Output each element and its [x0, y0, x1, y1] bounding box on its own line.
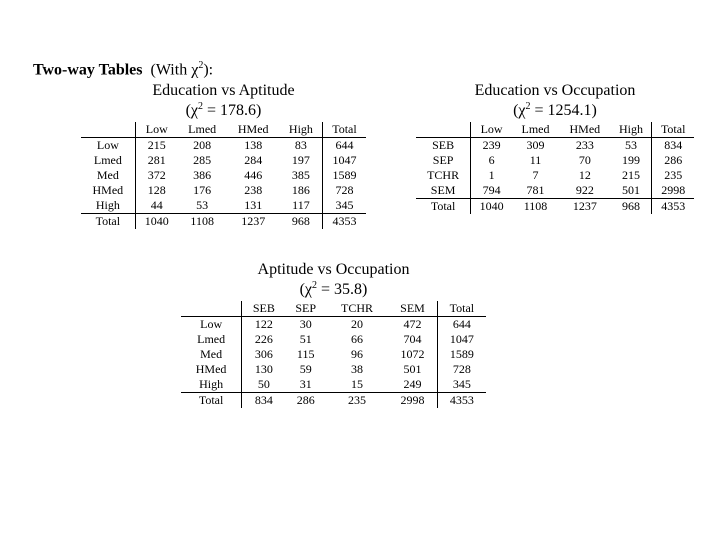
- table-cell: 186: [291, 183, 310, 197]
- row-label: TCHR: [416, 168, 471, 183]
- row-label: Low: [181, 317, 242, 333]
- row-label: HMed: [81, 183, 135, 198]
- table-row: [81, 138, 366, 154]
- table-cell: 4353: [652, 199, 694, 215]
- table-cell: 345: [437, 377, 486, 393]
- table-cell: 96: [351, 347, 364, 361]
- table-row: [181, 332, 486, 347]
- table-row: [181, 362, 486, 377]
- table-cell: 386: [193, 168, 212, 182]
- table-row: [416, 183, 694, 199]
- table-cell: 235: [652, 168, 694, 183]
- table-aptitude-vs-occupation: [181, 260, 486, 408]
- table-education-vs-occupation: [416, 81, 694, 214]
- table-cell: 53: [196, 198, 209, 212]
- table-cell: 834: [652, 138, 694, 154]
- contingency-table: [416, 122, 694, 214]
- table-row: [81, 183, 366, 198]
- table-cell: 968: [611, 199, 652, 215]
- table-cell: 472: [403, 317, 422, 331]
- table-cell: 834: [242, 393, 286, 409]
- table-cell: 138: [244, 138, 263, 152]
- table-cell: 1040: [471, 199, 512, 215]
- total-row: [416, 199, 694, 215]
- table-cell: 208: [193, 138, 212, 152]
- contingency-table: [181, 301, 486, 408]
- table-title: Education vs Occupation: [474, 82, 636, 99]
- table-cell: 372: [147, 168, 166, 182]
- table-cell: 197: [291, 153, 310, 167]
- table-cell: 6: [488, 153, 495, 167]
- table-cell: 31: [299, 377, 312, 391]
- chi-square-stat: $(\chi^2 = 1254.1)$: [513, 101, 597, 119]
- column-header: Low: [135, 122, 178, 138]
- table-cell: 239: [482, 138, 501, 152]
- table-cell: 1108: [178, 214, 227, 230]
- table-title: Aptitude vs Occupation: [257, 261, 410, 278]
- row-label: Med: [81, 168, 135, 183]
- column-header: SEP: [286, 301, 326, 317]
- column-header: Low: [471, 122, 512, 138]
- table-cell: 286: [286, 393, 326, 409]
- table-cell: 644: [437, 317, 486, 333]
- row-label: SEM: [416, 183, 471, 199]
- row-label: Lmed: [81, 153, 135, 168]
- table-cell: 11: [529, 153, 542, 167]
- table-cell: 66: [351, 332, 364, 346]
- table-row: [416, 138, 694, 154]
- table-cell: 968: [280, 214, 323, 230]
- row-label: Low: [81, 138, 135, 154]
- table-cell: 44: [150, 198, 163, 212]
- table-cell: 235: [326, 393, 388, 409]
- column-header: SEM: [388, 301, 437, 317]
- table-cell: 38: [351, 362, 364, 376]
- heading-paren-close: ):: [203, 61, 214, 79]
- chi-square-stat: $(\chi^2 = 178.6)$: [185, 101, 262, 119]
- total-row: [181, 393, 486, 409]
- column-header: HMed: [559, 122, 611, 138]
- table-row: [181, 317, 486, 333]
- table-cell: 446: [244, 168, 263, 182]
- row-label: Total: [81, 214, 135, 230]
- table-cell: 233: [575, 138, 594, 152]
- row-label: High: [81, 198, 135, 214]
- table-cell: 20: [351, 317, 364, 331]
- page-heading: [33, 60, 213, 79]
- table-cell: 794: [482, 183, 501, 197]
- table-cell: 284: [244, 153, 263, 167]
- table-cell: 728: [437, 362, 486, 377]
- table-cell: 644: [322, 138, 366, 154]
- row-label: Total: [181, 393, 242, 409]
- table-cell: 501: [622, 183, 641, 197]
- column-header: Total: [322, 122, 366, 138]
- column-header: Lmed: [512, 122, 559, 138]
- table-cell: 215: [147, 138, 166, 152]
- table-cell: 53: [625, 138, 638, 152]
- table-cell: 215: [622, 168, 641, 182]
- table-cell: 385: [291, 168, 310, 182]
- contingency-table: [81, 122, 366, 229]
- row-label: SEB: [416, 138, 471, 154]
- table-cell: 1047: [322, 153, 366, 168]
- table-cell: 122: [254, 317, 273, 331]
- column-header: Lmed: [178, 122, 227, 138]
- table-cell: 704: [403, 332, 422, 346]
- table-cell: 4353: [322, 214, 366, 230]
- table-cell: 281: [147, 153, 166, 167]
- table-cell: 238: [244, 183, 263, 197]
- table-cell: 70: [578, 153, 591, 167]
- table-cell: 7: [532, 168, 539, 182]
- table-cell: 131: [244, 198, 263, 212]
- column-header: TCHR: [326, 301, 388, 317]
- table-cell: 176: [193, 183, 212, 197]
- table-cell: 728: [322, 183, 366, 198]
- table-cell: 1589: [322, 168, 366, 183]
- table-row: [416, 153, 694, 168]
- table-title: Education vs Aptitude: [152, 82, 295, 99]
- table-row: [181, 377, 486, 393]
- table-cell: 83: [294, 138, 307, 152]
- table-cell: 2998: [388, 393, 437, 409]
- table-cell: 1237: [227, 214, 280, 230]
- heading-bold: Two-way Tables: [33, 61, 143, 79]
- table-cell: 1047: [437, 332, 486, 347]
- row-label: Med: [181, 347, 242, 362]
- table-education-vs-aptitude: [81, 81, 366, 229]
- row-label: High: [181, 377, 242, 393]
- column-header: Total: [437, 301, 486, 317]
- table-cell: 4353: [437, 393, 486, 409]
- header-corner: [81, 122, 135, 138]
- table-cell: 30: [299, 317, 312, 331]
- table-cell: 285: [193, 153, 212, 167]
- table-row: [81, 198, 366, 214]
- row-label: Total: [416, 199, 471, 215]
- row-label: HMed: [181, 362, 242, 377]
- table-cell: 115: [296, 347, 315, 361]
- chi-square-stat: $(\chi^2 = 35.8)$: [299, 280, 368, 298]
- table-cell: 59: [299, 362, 312, 376]
- table-row: [416, 168, 694, 183]
- total-row: [81, 214, 366, 230]
- table-cell: 249: [403, 377, 422, 391]
- table-cell: 15: [351, 377, 364, 391]
- table-cell: 130: [254, 362, 273, 376]
- column-header: SEB: [242, 301, 286, 317]
- table-cell: 309: [526, 138, 545, 152]
- table-cell: 1108: [512, 199, 559, 215]
- table-cell: 2998: [652, 183, 694, 199]
- table-cell: 1237: [559, 199, 611, 215]
- table-cell: 1: [488, 168, 495, 182]
- table-cell: 117: [292, 198, 310, 212]
- heading-chi: χ: [191, 61, 199, 79]
- column-header: Total: [652, 122, 694, 138]
- table-cell: 199: [622, 153, 641, 167]
- heading-paren-open: (With: [150, 61, 192, 79]
- table-cell: 501: [403, 362, 422, 376]
- table-row: [181, 347, 486, 362]
- column-header: High: [280, 122, 323, 138]
- column-header: High: [611, 122, 652, 138]
- table-cell: 1072: [400, 347, 425, 361]
- table-cell: 306: [254, 347, 273, 361]
- table-cell: 128: [147, 183, 166, 197]
- header-corner: [416, 122, 471, 138]
- table-cell: 286: [652, 153, 694, 168]
- row-label: Lmed: [181, 332, 242, 347]
- row-label: SEP: [416, 153, 471, 168]
- table-cell: 922: [575, 183, 594, 197]
- heading-sup: 2: [198, 60, 204, 71]
- table-cell: 781: [526, 183, 545, 197]
- table-cell: 50: [257, 377, 270, 391]
- table-cell: 226: [254, 332, 273, 346]
- header-corner: [181, 301, 242, 317]
- column-header: HMed: [227, 122, 280, 138]
- table-cell: 12: [578, 168, 591, 182]
- table-row: [81, 168, 366, 183]
- table-row: [81, 153, 366, 168]
- table-cell: 345: [322, 198, 366, 214]
- table-cell: 51: [299, 332, 312, 346]
- table-cell: 1040: [135, 214, 178, 230]
- table-cell: 1589: [437, 347, 486, 362]
